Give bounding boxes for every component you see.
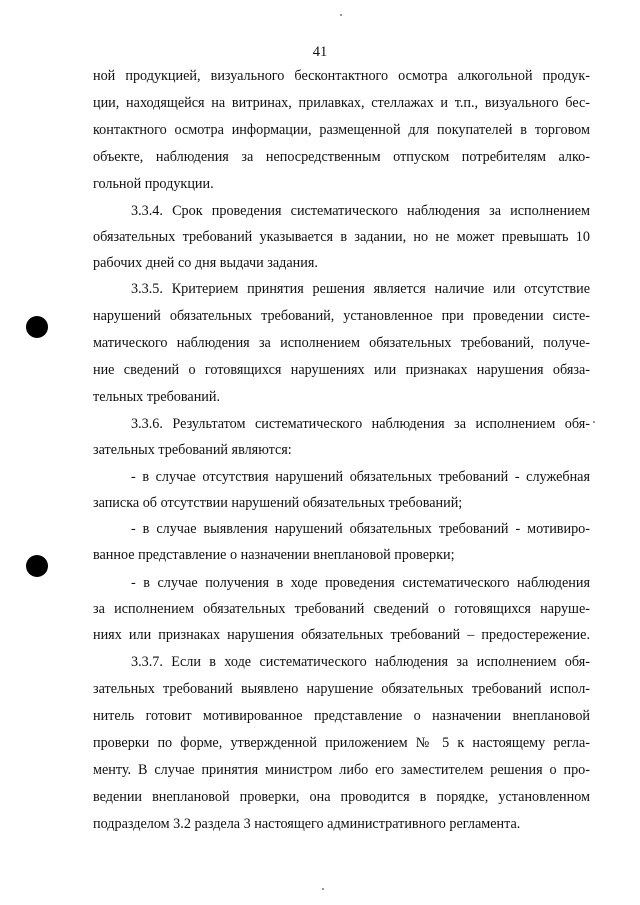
text-line: проверки по форме, утвержденной приложением № 5 к настоящему регла- (93, 735, 590, 751)
text-line: тельных требований. (93, 389, 221, 405)
text-line: матического наблюдения за исполнением обязательных требований, получе- (93, 335, 590, 351)
text-line: ведении внеплановой проверки, она проводится в порядке, установленном (93, 789, 590, 805)
text-line: ции, находящейся на витринах, прилавках, стеллажах и т.п., визуального бес- (93, 95, 590, 111)
scan-speck (322, 888, 324, 890)
text-line: менту. В случае принятия министром либо его заместителем решения о про- (93, 762, 590, 778)
page-number: 41 (312, 44, 328, 60)
punch-hole-bottom (26, 555, 48, 577)
text-line: контактного осмотра информации, размещенной для покупателей в торговом (93, 122, 590, 138)
text-line: - в случае отсутствия нарушений обязательных требований - служебная (131, 469, 590, 485)
text-line: 3.3.6. Результатом систематического наблюдения за исполнением обя- (131, 416, 590, 432)
text-line: рабочих дней со дня выдачи задания. (93, 255, 318, 271)
text-line: за исполнением обязательных требований сведений о готовящихся наруше- (93, 601, 590, 617)
text-line: нарушений обязательных требований, установленное при проведении систе- (93, 308, 590, 324)
text-line: обязательных требований указывается в задании, но не может превышать 10 (93, 229, 590, 245)
text-line: ной продукцией, визуального бесконтактного осмотра алкогольной продук- (93, 68, 590, 84)
text-line: гольной продукции. (93, 176, 214, 192)
scan-speck (340, 14, 342, 16)
text-line: 3.3.7. Если в ходе систематического наблюдения за исполнением обя- (131, 654, 590, 670)
text-line: 3.3.4. Срок проведения систематического наблюдения за исполнением (131, 203, 590, 219)
text-line: зательных требований являются: (93, 442, 292, 458)
text-line: подразделом 3.2 раздела 3 настоящего административного регламента. (93, 816, 521, 832)
scan-speck (593, 421, 595, 423)
text-line: нитель готовит мотивированное представление о назначении внеплановой (93, 708, 590, 724)
text-line: ниях или признаках нарушения обязательных требований – предостережение. (93, 627, 590, 643)
text-line: ние сведений о готовящихся нарушениях или признаках нарушения обяза- (93, 362, 590, 378)
text-line: зательных требований выявлено нарушение обязательных требований испол- (93, 681, 590, 697)
text-line: 3.3.5. Критерием принятия решения является наличие или отсутствие (131, 281, 590, 297)
punch-hole-top (26, 316, 48, 338)
text-line: - в случае выявления нарушений обязательных требований - мотивиро- (131, 521, 590, 537)
text-line: объекте, наблюдения за непосредственным отпуском потребителям алко- (93, 149, 590, 165)
text-line: записка об отсутствии нарушений обязательных требований; (93, 495, 463, 511)
text-line: ванное представление о назначении внеплановой проверки; (93, 547, 455, 563)
text-line: - в случае получения в ходе проведения систематического наблюдения (131, 575, 590, 591)
